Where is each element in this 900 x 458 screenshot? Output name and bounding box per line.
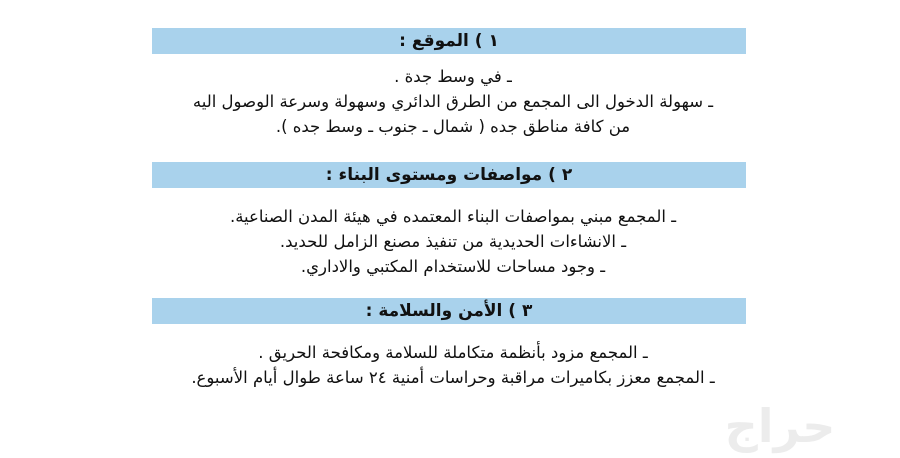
construction-line-2: ـ الانشاءات الحديدية من تنفيذ مصنع الزامل للحديد.	[279, 232, 627, 251]
section-heading-safety: ٣ ) الأمن والسلامة :	[152, 298, 746, 324]
construction-line-1: ـ المجمع مبني بمواصفات البناء المعتمده في هيئة المدن الصناعية.	[229, 207, 677, 226]
construction-line-3: ـ وجود مساحات للاستخدام المكتبي والاداري.	[300, 257, 606, 276]
location-line-2: ـ سهولة الدخول الى المجمع من الطرق الدائري وسهولة وسرعة الوصول اليه	[192, 92, 714, 111]
safety-line-1: ـ المجمع مزود بأنظمة متكاملة للسلامة ومكافحة الحريق .	[258, 343, 648, 362]
section-location-body	[150, 64, 756, 139]
location-line-3: من كافة مناطق جده ( شمال ـ جنوب ـ وسط جده ).	[275, 117, 631, 136]
safety-line-2: ـ المجمع معزز بكاميرات مراقبة وحراسات أمنية ٢٤ ساعة طوال أيام الأسبوع.	[191, 368, 715, 387]
section-heading-location: ١ ) الموقع :	[152, 28, 746, 54]
section-safety-body	[150, 340, 756, 390]
haraj-watermark-logo: حراج	[724, 399, 836, 453]
location-line-1: ـ في وسط جدة .	[394, 67, 512, 86]
section-construction-body	[150, 204, 756, 279]
section-heading-construction: ٢ ) مواصفات ومستوى البناء :	[152, 162, 746, 188]
